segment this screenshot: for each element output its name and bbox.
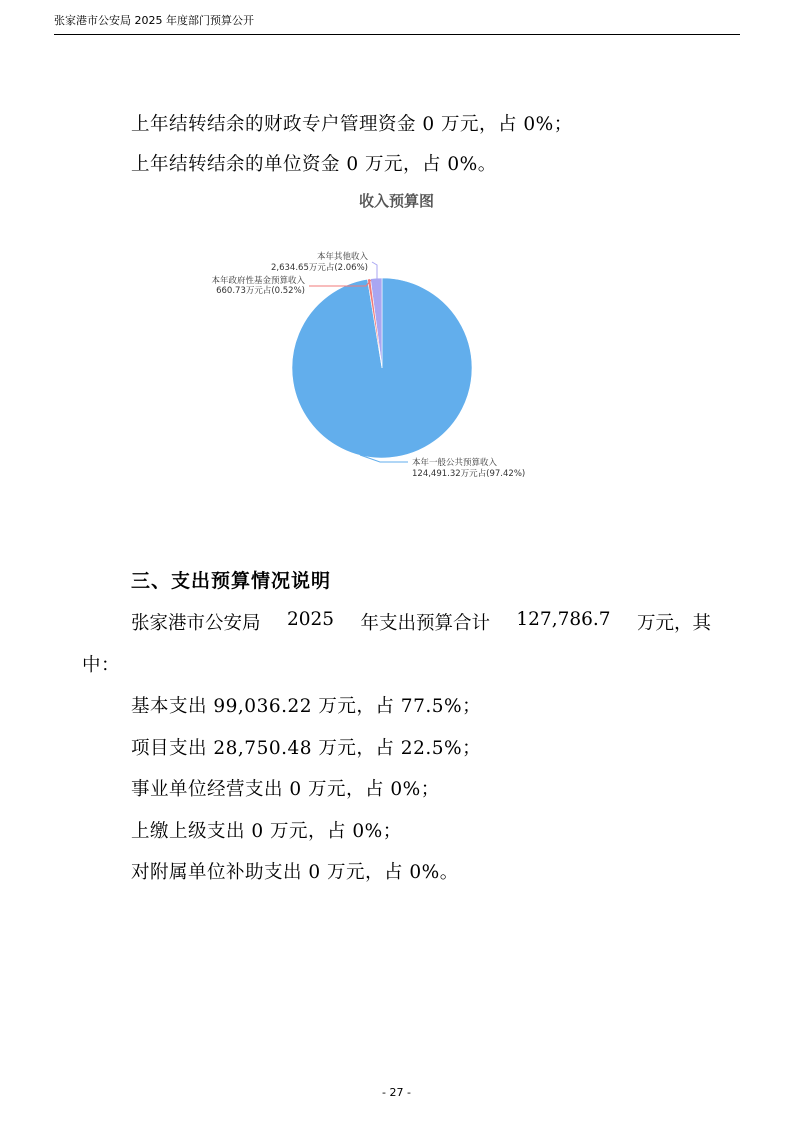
expenditure-item-project: 项目支出 28,750.48 万元，占 22.5%； <box>131 738 482 759</box>
page-header-title: 张家港市公安局 2025 年度部门预算公开 <box>54 14 254 27</box>
intro-line-1: 上年结转结余的财政专户管理资金 0 万元，占 0%； <box>131 114 573 135</box>
pie-label-name-0: 本年一般公共预算收入 <box>412 458 498 468</box>
section-heading: 三、支出预算情况说明 <box>131 570 332 592</box>
expenditure-item-basic: 基本支出 99,036.22 万元，占 77.5%； <box>131 696 482 717</box>
pie-label-name-2: 本年政府性基金预算收入 <box>211 276 305 286</box>
pie-label-value-0: 124,491.32万元占(97.42%) <box>412 469 526 479</box>
chart-title: 收入预算图 <box>358 192 434 210</box>
expenditure-summary-line <box>131 609 711 635</box>
summary-part-5: 万元，其 <box>636 613 711 634</box>
expenditure-item-subsidiary: 对附属单位补助支出 0 万元，占 0%。 <box>131 862 459 883</box>
summary-part-4: 127,786.7 <box>516 609 611 630</box>
intro-line-2: 上年结转结余的单位资金 0 万元，占 0%。 <box>131 154 497 175</box>
income-budget-pie-chart <box>0 0 793 520</box>
expenditure-item-business: 事业单位经营支出 0 万元，占 0%； <box>131 779 440 800</box>
pie-leader-line-1 <box>372 262 377 280</box>
pie-label-value-1: 2,634.65万元占(2.06%) <box>271 263 368 273</box>
expenditure-item-upper: 上缴上级支出 0 万元，占 0%； <box>131 821 402 842</box>
page-number: - 27 - <box>382 1086 411 1099</box>
summary-part-3: 年支出预算合计 <box>360 613 490 634</box>
pie-label-value-2: 660.73万元占(0.52%) <box>216 286 305 296</box>
summary-part-2: 2025 <box>286 609 335 630</box>
summary-part-1: 张家港市公安局 <box>131 613 261 634</box>
expenditure-summary-tail: 中： <box>82 655 121 676</box>
pie-label-name-1: 本年其他收入 <box>316 252 368 262</box>
